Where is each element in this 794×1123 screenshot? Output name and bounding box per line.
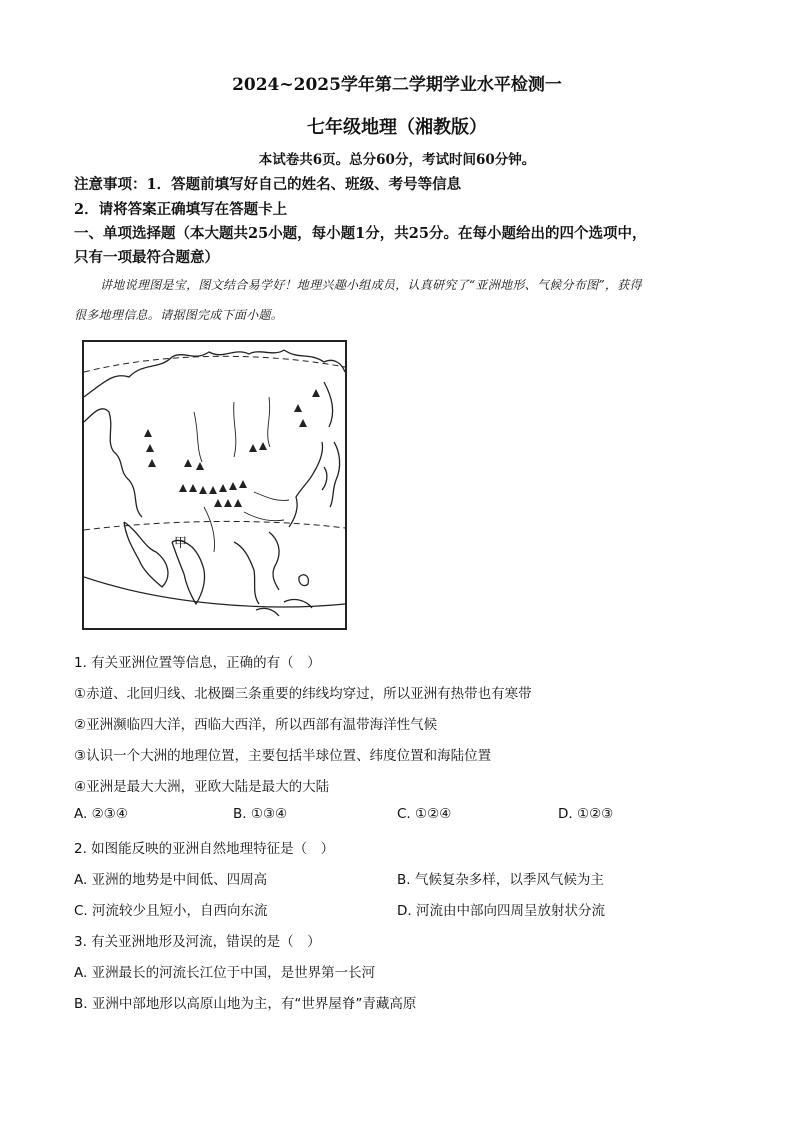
question-1-statement-4: ④亚洲是最大大洲，亚欧大陆是最大的大陆 bbox=[74, 779, 330, 795]
question-1-stem: 1. 有关亚洲位置等信息，正确的有（ ） bbox=[74, 655, 321, 671]
exam-info: 本试卷共6页。总分60分，考试时间60分钟。 bbox=[258, 152, 536, 168]
section-heading-line-1: 一、单项选择题（本大题共25小题，每小题1分，共25分。在每小题给出的四个选项中， bbox=[74, 225, 647, 242]
question-1-option-d[interactable]: D. ①②③ bbox=[558, 806, 614, 822]
intro-line-2: 很多地理信息。请据图完成下面小题。 bbox=[74, 308, 284, 322]
exam-subtitle: 七年级地理（湘教版） bbox=[307, 117, 487, 138]
question-2-option-c[interactable]: C. 河流较少且短小，自西向东流 bbox=[74, 903, 268, 919]
question-2-option-b[interactable]: B. 气候复杂多样，以季风气候为主 bbox=[397, 872, 604, 888]
exam-title: 2024~2025学年第二学期学业水平检测一 bbox=[232, 75, 562, 95]
question-3-stem: 3. 有关亚洲地形及河流，错误的是（ ） bbox=[74, 934, 321, 950]
notes-line-1: 注意事项：1．答题前填写好自己的姓名、班级、考号等信息 bbox=[74, 176, 462, 193]
question-3-option-b[interactable]: B. 亚洲中部地形以高原山地为主，有“世界屋脊”青藏高原 bbox=[74, 996, 417, 1012]
question-1-statement-1: ①赤道、北回归线、北极圈三条重要的纬线均穿过，所以亚洲有热带也有寒带 bbox=[74, 686, 532, 702]
question-1-option-a[interactable]: A. ②③④ bbox=[74, 806, 128, 822]
question-1-option-b[interactable]: B. ①③④ bbox=[233, 806, 288, 822]
notes-line-2: 2．请将答案正确填写在答题卡上 bbox=[74, 201, 288, 218]
question-1-option-c[interactable]: C. ①②④ bbox=[397, 806, 452, 822]
intro-line-1: 讲地说理图是宝，图文结合易学好！地理兴趣小组成员，认真研究了“亚洲地形、气候分布图”，获得 bbox=[100, 278, 642, 292]
question-2-option-d[interactable]: D. 河流由中部向四周呈放射状分流 bbox=[397, 903, 605, 919]
question-2-stem: 2. 如图能反映的亚洲自然地理特征是（ ） bbox=[74, 841, 335, 857]
question-2-option-a[interactable]: A. 亚洲的地势是中间低、四周高 bbox=[74, 872, 268, 888]
question-3-option-a[interactable]: A. 亚洲最长的河流长江位于中国，是世界第一长河 bbox=[74, 965, 376, 981]
section-heading-line-2: 只有一项最符合题意） bbox=[74, 249, 219, 266]
map-label-jia: 甲 bbox=[174, 536, 188, 551]
asia-map-drawing bbox=[84, 342, 345, 628]
question-1-statement-2: ②亚洲濒临四大洋，西临大西洋，所以西部有温带海洋性气候 bbox=[74, 717, 438, 733]
question-1-statement-3: ③认识一个大洲的地理位置，主要包括半球位置、纬度位置和海陆位置 bbox=[74, 748, 492, 764]
asia-map bbox=[82, 340, 347, 630]
